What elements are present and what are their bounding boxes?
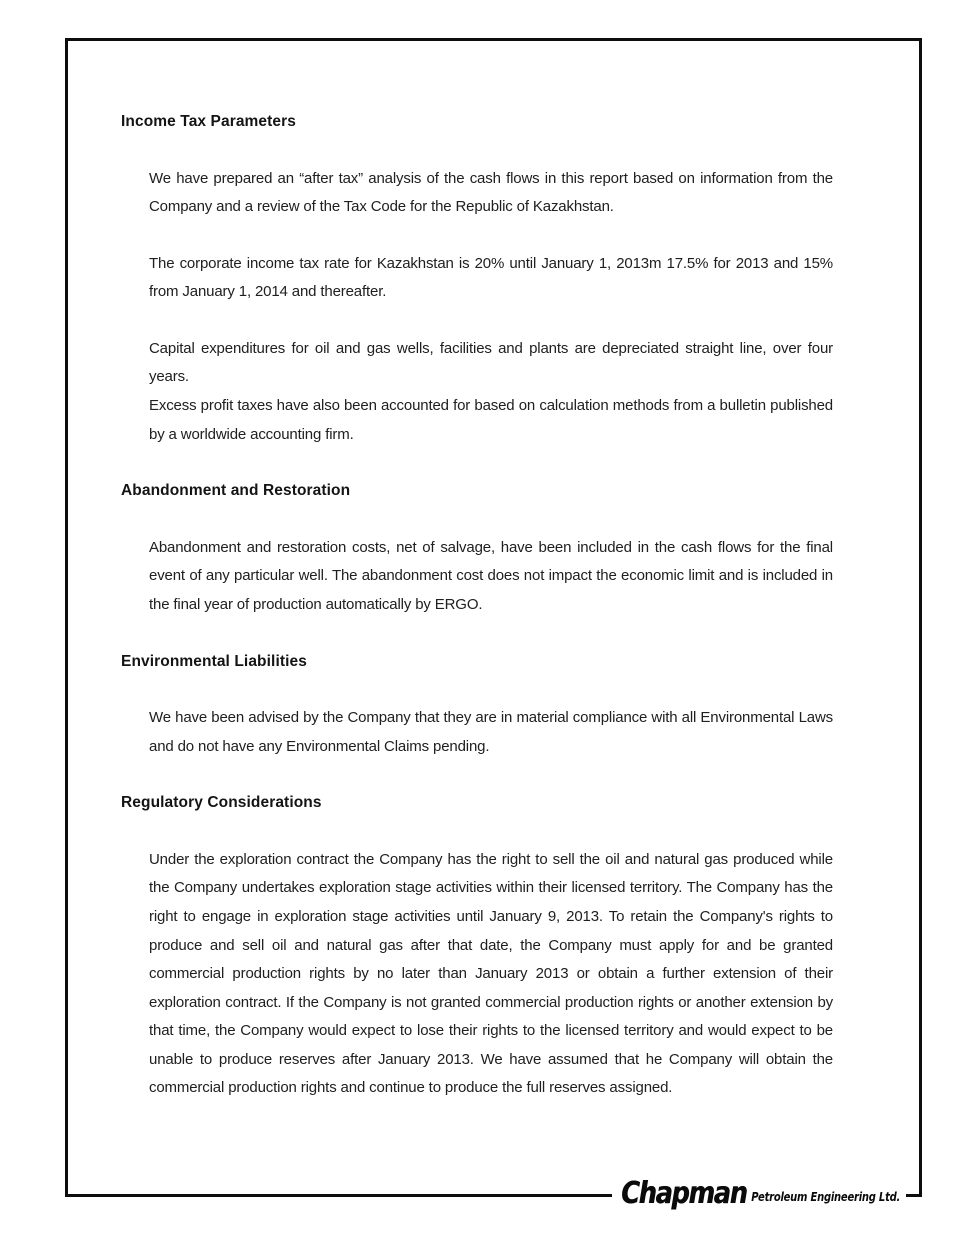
company-logo-tagline: Petroleum Engineering Ltd.: [751, 1188, 900, 1204]
paragraph: Excess profit taxes have also been accounted for based on calculation methods from a bulletin published by a worldwide accounting firm.: [149, 397, 833, 443]
section-regulatory-considerations: [121, 789, 833, 1103]
section-heading: Environmental Liabilities: [121, 652, 307, 670]
company-logo: [612, 1169, 906, 1211]
paragraph: We have prepared an “after tax” analysis of the cash flows in this report based on information from the Company and a review of the Tax Code for the Republic of Kazakhstan.: [149, 169, 833, 216]
section-heading: Income Tax Parameters: [121, 113, 296, 130]
section-income-tax-parameters: [121, 108, 833, 449]
paragraph: Abandonment and restoration costs, net of salvage, have been included in the cash flows for the final event of any particular well. The abandonment cost does not impact the economic limit and is included in the final year of production automatically by ERGO.: [149, 538, 833, 613]
section-heading: Abandonment and Restoration: [121, 482, 351, 500]
section-environmental-liabilities: [121, 648, 833, 762]
paragraph: The corporate income tax rate for Kazakhstan is 20% until January 1, 2013m 17.5% for 2013 and 15% from January 1, 2014 and thereafter.: [149, 254, 833, 301]
page-content: [68, 41, 919, 1194]
paragraph: Capital expenditures for oil and gas wells, facilities and plants are depreciated straight line, over four years.: [149, 339, 833, 386]
page-border-frame: [65, 38, 922, 1197]
paragraph: We have been advised by the Company that they are in material compliance with all Environmental Laws and do not have any Environmental Claims pending.: [149, 709, 833, 755]
company-logo-wordmark: Chapman: [620, 1176, 746, 1211]
section-heading: Regulatory Considerations: [121, 794, 322, 812]
paragraph: Under the exploration contract the Company has the right to sell the oil and natural gas produced while the Company undertakes exploration stage activities within their licensed territory. The Company has the right to engage in exploration stage activities until January 9, 2013. To retain the Company's rights to produce and sell oil and natural gas after that date, the Company must apply for and be granted commercial production rights by no later than January 2013 or obtain a further extension of their exploration contract. If the Company is not granted commercial production rights or another extension by that time, the Company would expect to lose their rights to the licensed territory and would expect to be unable to produce reserves after January 2013. We have assumed that he Company will obtain the commercial production rights and continue to produce the full reserves assigned.: [149, 850, 833, 1097]
section-abandonment-and-restoration: [121, 477, 833, 619]
